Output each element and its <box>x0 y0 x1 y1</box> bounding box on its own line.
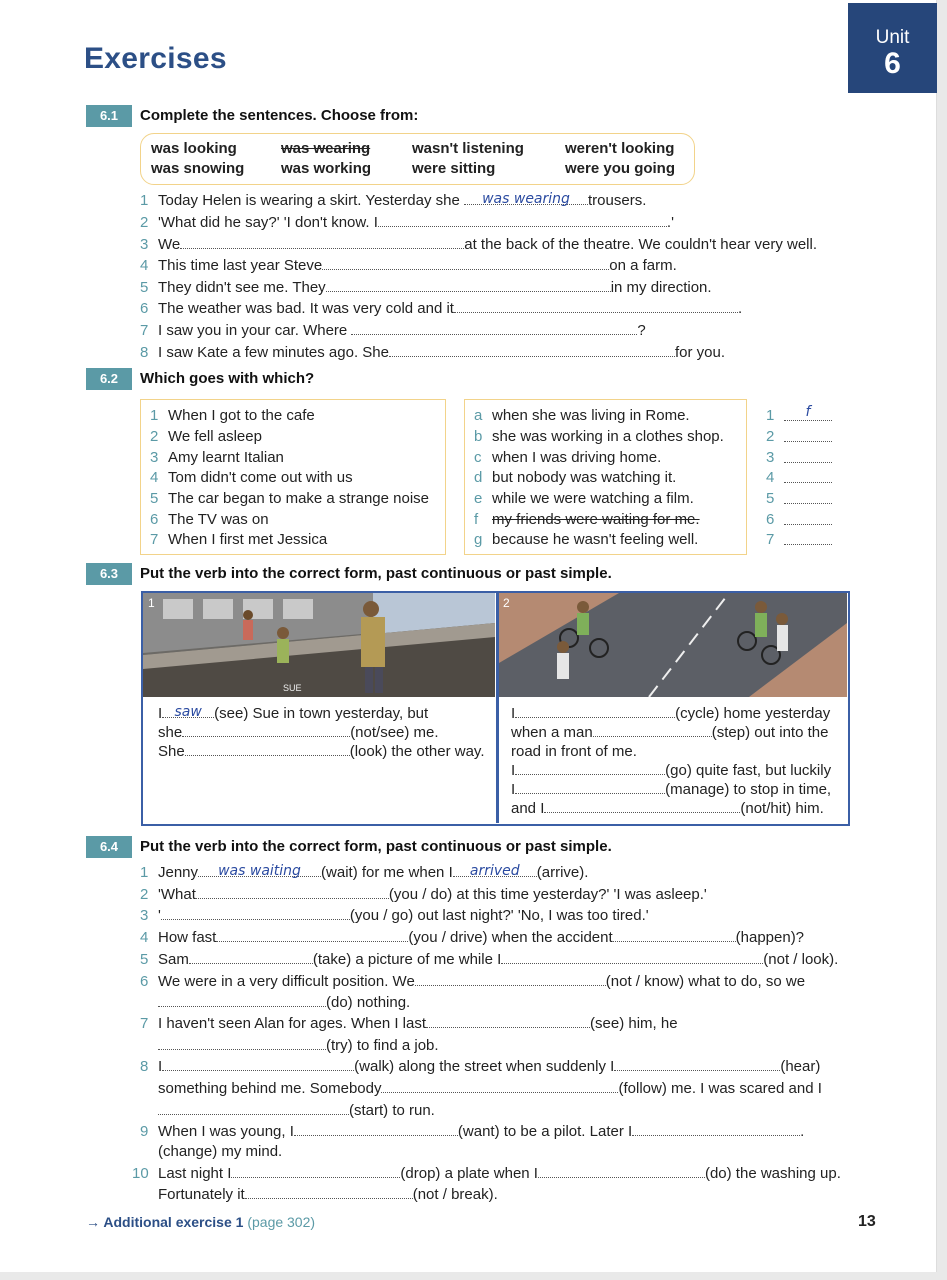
item-text: The car began to make a strange noise <box>168 490 429 507</box>
text: ' <box>158 907 161 924</box>
text: (not / know) what to do, so we <box>605 973 806 990</box>
sentence-end: in my direction. <box>610 279 712 296</box>
item-number: 8 <box>140 344 149 361</box>
text-start: I <box>158 705 163 722</box>
answer-blank[interactable] <box>515 761 665 775</box>
item-number: 4 <box>140 257 149 274</box>
item-number: 1 <box>140 864 149 881</box>
answer-number: 7 <box>766 531 775 548</box>
word-choice: was looking <box>151 140 237 157</box>
option-text: but nobody was watching it. <box>492 469 677 486</box>
text: Last night I <box>158 1165 232 1182</box>
exercise-line <box>140 906 649 926</box>
text-start: I <box>511 705 516 722</box>
link-text: Additional exercise 1 <box>103 1214 244 1230</box>
exercise-line <box>140 1122 804 1142</box>
arrow-right-icon: → <box>86 1214 100 1230</box>
answer-blank[interactable] <box>216 928 408 942</box>
exercise-line <box>140 1142 282 1162</box>
answer-blank[interactable] <box>196 885 389 899</box>
item-number: 3 <box>150 449 159 466</box>
answer-blank[interactable] <box>389 343 675 357</box>
match-option <box>474 468 676 488</box>
text: (walk) along the street when suddenly I <box>354 1058 615 1075</box>
option-letter: g <box>474 531 483 548</box>
sentence-end: for you. <box>674 344 725 361</box>
answer-blank[interactable] <box>185 742 350 756</box>
answer-blank[interactable] <box>182 723 350 737</box>
word-choice: were sitting <box>412 160 496 177</box>
picture-text-line <box>511 780 831 799</box>
text-start: road in front of me. <box>511 743 637 760</box>
item-number: 3 <box>140 236 149 253</box>
exercise-line <box>140 1036 439 1056</box>
exercise-line <box>140 299 742 319</box>
text-start: She <box>158 743 185 760</box>
match-option <box>474 530 698 550</box>
sentence-end: trousers. <box>588 192 647 209</box>
option-text: my friends were waiting for me. <box>492 511 700 528</box>
item-number: 3 <box>140 907 149 924</box>
answer-blank[interactable] <box>415 972 606 986</box>
item-number: 6 <box>150 511 159 528</box>
text: (not / look). <box>763 951 839 968</box>
text: I haven't seen Alan for ages. When I last <box>158 1015 427 1032</box>
answer-blank[interactable] <box>158 1101 349 1115</box>
answer-blank[interactable] <box>245 1185 413 1199</box>
picture-text-line <box>158 742 484 761</box>
word-choice: was snowing <box>151 160 245 177</box>
item-text: Tom didn't come out with us <box>168 469 353 486</box>
text: How fast <box>158 929 217 946</box>
handwritten-answer: f <box>805 404 811 420</box>
match-item <box>150 489 429 509</box>
item-number: 2 <box>150 428 159 445</box>
answer-blank[interactable] <box>538 1164 705 1178</box>
picture-text-line <box>511 742 637 761</box>
exercise-line <box>140 950 838 970</box>
picture-number: 2 <box>503 596 510 610</box>
text: (hear) <box>780 1058 821 1075</box>
word-choice: was working <box>281 160 372 177</box>
sentence-start: The weather was bad. It was very cold and it <box>158 300 454 317</box>
answer-blank[interactable] <box>544 799 740 813</box>
item-number: 7 <box>140 1015 149 1032</box>
picture-text-line <box>158 723 439 742</box>
item-text: We fell asleep <box>168 428 262 445</box>
sentence-end: . <box>737 300 743 317</box>
answer-blank[interactable] <box>161 906 350 920</box>
answer-blank[interactable] <box>614 1057 780 1071</box>
text-end: (cycle) home yesterday <box>675 705 831 722</box>
picture-text-line <box>511 704 830 723</box>
option-text: when she was living in Rome. <box>492 407 690 424</box>
exercise-line <box>140 1057 820 1077</box>
answer-blank[interactable] <box>162 704 214 718</box>
answer-blank[interactable] <box>453 863 537 877</box>
sentence-start: 'What did he say?' 'I don't know. I <box>158 214 378 231</box>
answer-blank[interactable] <box>231 1164 400 1178</box>
option-text: while we were watching a film. <box>492 490 694 507</box>
item-number: 5 <box>150 490 159 507</box>
picture-number: 1 <box>148 596 155 610</box>
match-right-box <box>464 399 747 555</box>
match-left-box <box>140 399 446 555</box>
picture-text-line <box>511 799 824 818</box>
text-start: I <box>511 762 516 779</box>
item-number: 1 <box>140 192 149 209</box>
answer-number: 4 <box>766 469 775 486</box>
sentence-end: .' <box>666 214 674 231</box>
answer-number: 1 <box>766 407 775 424</box>
text: (you / go) out last night?' 'No, I was too tired.' <box>349 907 649 924</box>
exercise-line <box>140 1101 435 1121</box>
unit-badge <box>848 3 937 93</box>
item-text: The TV was on <box>168 511 269 528</box>
word-choice: wasn't listening <box>412 140 524 157</box>
exercise-number: 6.4 <box>86 836 132 858</box>
sentence-end: on a farm. <box>609 257 677 274</box>
text: When I was young, I <box>158 1123 294 1140</box>
answer-blank[interactable] <box>351 321 637 335</box>
exercise-line <box>140 213 674 233</box>
match-item <box>150 468 353 488</box>
text: (change) my mind. <box>158 1143 283 1160</box>
text-end: (go) quite fast, but luckily <box>665 762 832 779</box>
answer-blank[interactable] <box>501 950 763 964</box>
answer-blank[interactable] <box>454 299 738 313</box>
item-number: 4 <box>150 469 159 486</box>
text: (follow) me. I was scared and I <box>618 1080 822 1097</box>
picture-text-line <box>511 761 831 780</box>
option-text: when I was driving home. <box>492 449 662 466</box>
text: (take) a picture of me while I <box>312 951 502 968</box>
exercise-line <box>140 928 804 948</box>
sentence-start: They didn't see me. They <box>158 279 326 296</box>
match-item <box>150 406 315 426</box>
match-item <box>150 448 284 468</box>
text: I <box>158 1058 163 1075</box>
exercise-line <box>140 863 588 883</box>
answer-blank[interactable] <box>189 950 313 964</box>
item-number: 5 <box>140 279 149 296</box>
match-item <box>150 530 327 550</box>
answer-blank[interactable] <box>784 467 832 483</box>
answer-blank[interactable] <box>613 928 736 942</box>
exercise-number: 6.1 <box>86 105 132 127</box>
text-start: I <box>511 781 516 798</box>
sentence-start: Today Helen is wearing a skirt. Yesterday she <box>158 192 460 209</box>
answer-blank[interactable] <box>162 1057 354 1071</box>
text-end: (step) out into the <box>711 724 829 741</box>
item-number: 7 <box>140 322 149 339</box>
match-option-used <box>474 510 700 530</box>
answer-blank[interactable] <box>515 780 665 794</box>
exercise-instruction: Complete the sentences. Choose from: <box>140 107 419 124</box>
exercise-line <box>140 278 712 298</box>
answer-blank[interactable] <box>378 213 667 227</box>
answer-blank[interactable] <box>784 529 832 545</box>
sentence-start: I saw you in your car. Where <box>158 322 348 339</box>
answer-blank[interactable] <box>784 447 832 463</box>
text: Sam <box>158 951 189 968</box>
option-letter: a <box>474 407 483 424</box>
handwritten-answer: was waiting <box>218 863 301 879</box>
item-number: 4 <box>140 929 149 946</box>
answer-number: 5 <box>766 490 775 507</box>
option-letter: b <box>474 428 483 445</box>
text-start: she <box>158 724 183 741</box>
text: (you / drive) when the accident <box>408 929 613 946</box>
handwritten-answer: arrived <box>469 863 520 879</box>
answer-blank[interactable] <box>784 509 832 525</box>
handwritten-answer: saw <box>174 704 202 720</box>
item-number: 6 <box>140 300 149 317</box>
text: (try) to find a job. <box>326 1037 439 1054</box>
sentence-start: This time last year Steve <box>158 257 323 274</box>
answer-blank[interactable] <box>784 488 832 504</box>
item-text: When I first met Jessica <box>168 531 328 548</box>
answer-number: 2 <box>766 428 775 445</box>
text-start: when a man <box>511 724 593 741</box>
item-number: 7 <box>150 531 159 548</box>
exercise-number: 6.3 <box>86 563 132 585</box>
unit-number: 6 <box>884 47 901 80</box>
text-end: (manage) to stop in time, <box>665 781 832 798</box>
answer-blank[interactable] <box>326 278 611 292</box>
answer-blank[interactable] <box>158 993 326 1007</box>
text: 'What <box>158 886 196 903</box>
text: Fortunately it <box>158 1186 245 1203</box>
answer-blank[interactable] <box>180 235 464 249</box>
text-end: (see) Sue in town yesterday, but <box>214 705 429 722</box>
answer-blank[interactable] <box>381 1079 618 1093</box>
unit-label: Unit <box>875 27 910 48</box>
word-choice-used: was wearing <box>281 140 371 157</box>
text-start: and I <box>511 800 545 817</box>
exercise-line <box>140 1185 498 1205</box>
sue-caption: SUE <box>283 683 302 693</box>
sentence-start: We <box>158 236 181 253</box>
answer-blank[interactable] <box>784 405 832 421</box>
exercise-line <box>140 885 707 905</box>
text: . <box>800 1123 805 1140</box>
option-letter: f <box>474 511 479 528</box>
text-end: (look) the other way. <box>349 743 485 760</box>
text: We were in a very difficult position. We <box>158 973 415 990</box>
answer-blank[interactable] <box>426 1014 590 1028</box>
answer-number: 3 <box>766 449 775 466</box>
picture-exercise-frame <box>141 591 850 826</box>
answer-blank[interactable] <box>784 426 832 442</box>
option-letter: c <box>474 449 482 466</box>
match-item <box>150 510 269 530</box>
exercise-line <box>140 1079 822 1099</box>
sentence-end: ? <box>637 322 646 339</box>
match-option <box>474 448 661 468</box>
item-number: 5 <box>140 951 149 968</box>
exercise-line <box>140 343 725 363</box>
word-choice: weren't looking <box>565 140 675 157</box>
option-letter: d <box>474 469 483 486</box>
exercise-line <box>140 191 646 211</box>
exercise-line <box>140 321 646 341</box>
answer-blank[interactable] <box>198 863 321 877</box>
page-reference: (page 302) <box>247 1214 316 1230</box>
exercise-line <box>140 972 805 992</box>
word-choice-box <box>140 133 695 185</box>
sentence-end: at the back of the theatre. We couldn't hear very well. <box>464 236 818 253</box>
match-item <box>150 427 262 447</box>
text-end: (not/see) me. <box>350 724 439 741</box>
picture-text-line <box>158 704 428 723</box>
handwritten-answer: was wearing <box>482 191 570 207</box>
item-number: 2 <box>140 214 149 231</box>
match-option <box>474 406 690 426</box>
exercise-line <box>140 235 817 255</box>
street-scene-illustration <box>143 593 495 697</box>
text: (drop) a plate when I <box>400 1165 538 1182</box>
item-number: 10 <box>132 1165 149 1182</box>
answer-blank[interactable] <box>515 704 675 718</box>
option-text: she was working in a clothes shop. <box>492 428 724 445</box>
answer-blank[interactable] <box>158 1036 326 1050</box>
text: (you / do) at this time yesterday?' 'I was asleep.' <box>388 886 707 903</box>
answer-blank[interactable] <box>593 723 712 737</box>
option-text: because he wasn't feeling well. <box>492 531 699 548</box>
text: (not / break). <box>412 1186 498 1203</box>
text: (wait) for me when I <box>321 864 453 881</box>
answer-blank[interactable] <box>322 256 609 270</box>
text: something behind me. Somebody <box>158 1080 382 1097</box>
text: (arrive). <box>536 864 589 881</box>
page-title: Exercises <box>84 42 227 75</box>
exercise-instruction: Put the verb into the correct form, past continuous or past simple. <box>140 565 612 582</box>
text: (do) the washing up. <box>704 1165 841 1182</box>
match-option <box>474 427 724 447</box>
item-number: 8 <box>140 1058 149 1075</box>
text-end: (not/hit) him. <box>740 800 824 817</box>
answer-blank[interactable] <box>294 1122 458 1136</box>
sentence-start: I saw Kate a few minutes ago. She <box>158 344 389 361</box>
exercise-line <box>132 1164 841 1184</box>
word-choice: were you going <box>565 160 676 177</box>
picture-text-line <box>511 723 828 742</box>
cycling-scene-illustration <box>499 593 847 697</box>
text: Jenny <box>158 864 199 881</box>
answer-blank[interactable] <box>632 1122 800 1136</box>
exercise-line <box>140 1014 678 1034</box>
answer-number: 6 <box>766 511 775 528</box>
additional-exercise-link[interactable] <box>86 1214 315 1230</box>
item-number: 9 <box>140 1123 149 1140</box>
exercise-instruction: Put the verb into the correct form, past continuous or past simple. <box>140 838 612 855</box>
option-letter: e <box>474 490 483 507</box>
page-number: 13 <box>858 1213 876 1230</box>
item-text: When I got to the cafe <box>168 407 315 424</box>
text: (start) to run. <box>349 1102 435 1119</box>
item-text: Amy learnt Italian <box>168 449 284 466</box>
item-number: 1 <box>150 407 159 424</box>
answer-blank[interactable] <box>464 191 588 205</box>
exercise-instruction: Which goes with which? <box>140 370 315 387</box>
match-option <box>474 489 694 509</box>
text: (happen)? <box>735 929 805 946</box>
item-number: 2 <box>140 886 149 903</box>
text: (see) him, he <box>590 1015 678 1032</box>
item-number: 6 <box>140 973 149 990</box>
exercise-line <box>140 256 677 276</box>
exercise-number: 6.2 <box>86 368 132 390</box>
text: (want) to be a pilot. Later I <box>457 1123 633 1140</box>
text: (do) nothing. <box>326 994 411 1011</box>
exercise-line <box>140 993 410 1013</box>
